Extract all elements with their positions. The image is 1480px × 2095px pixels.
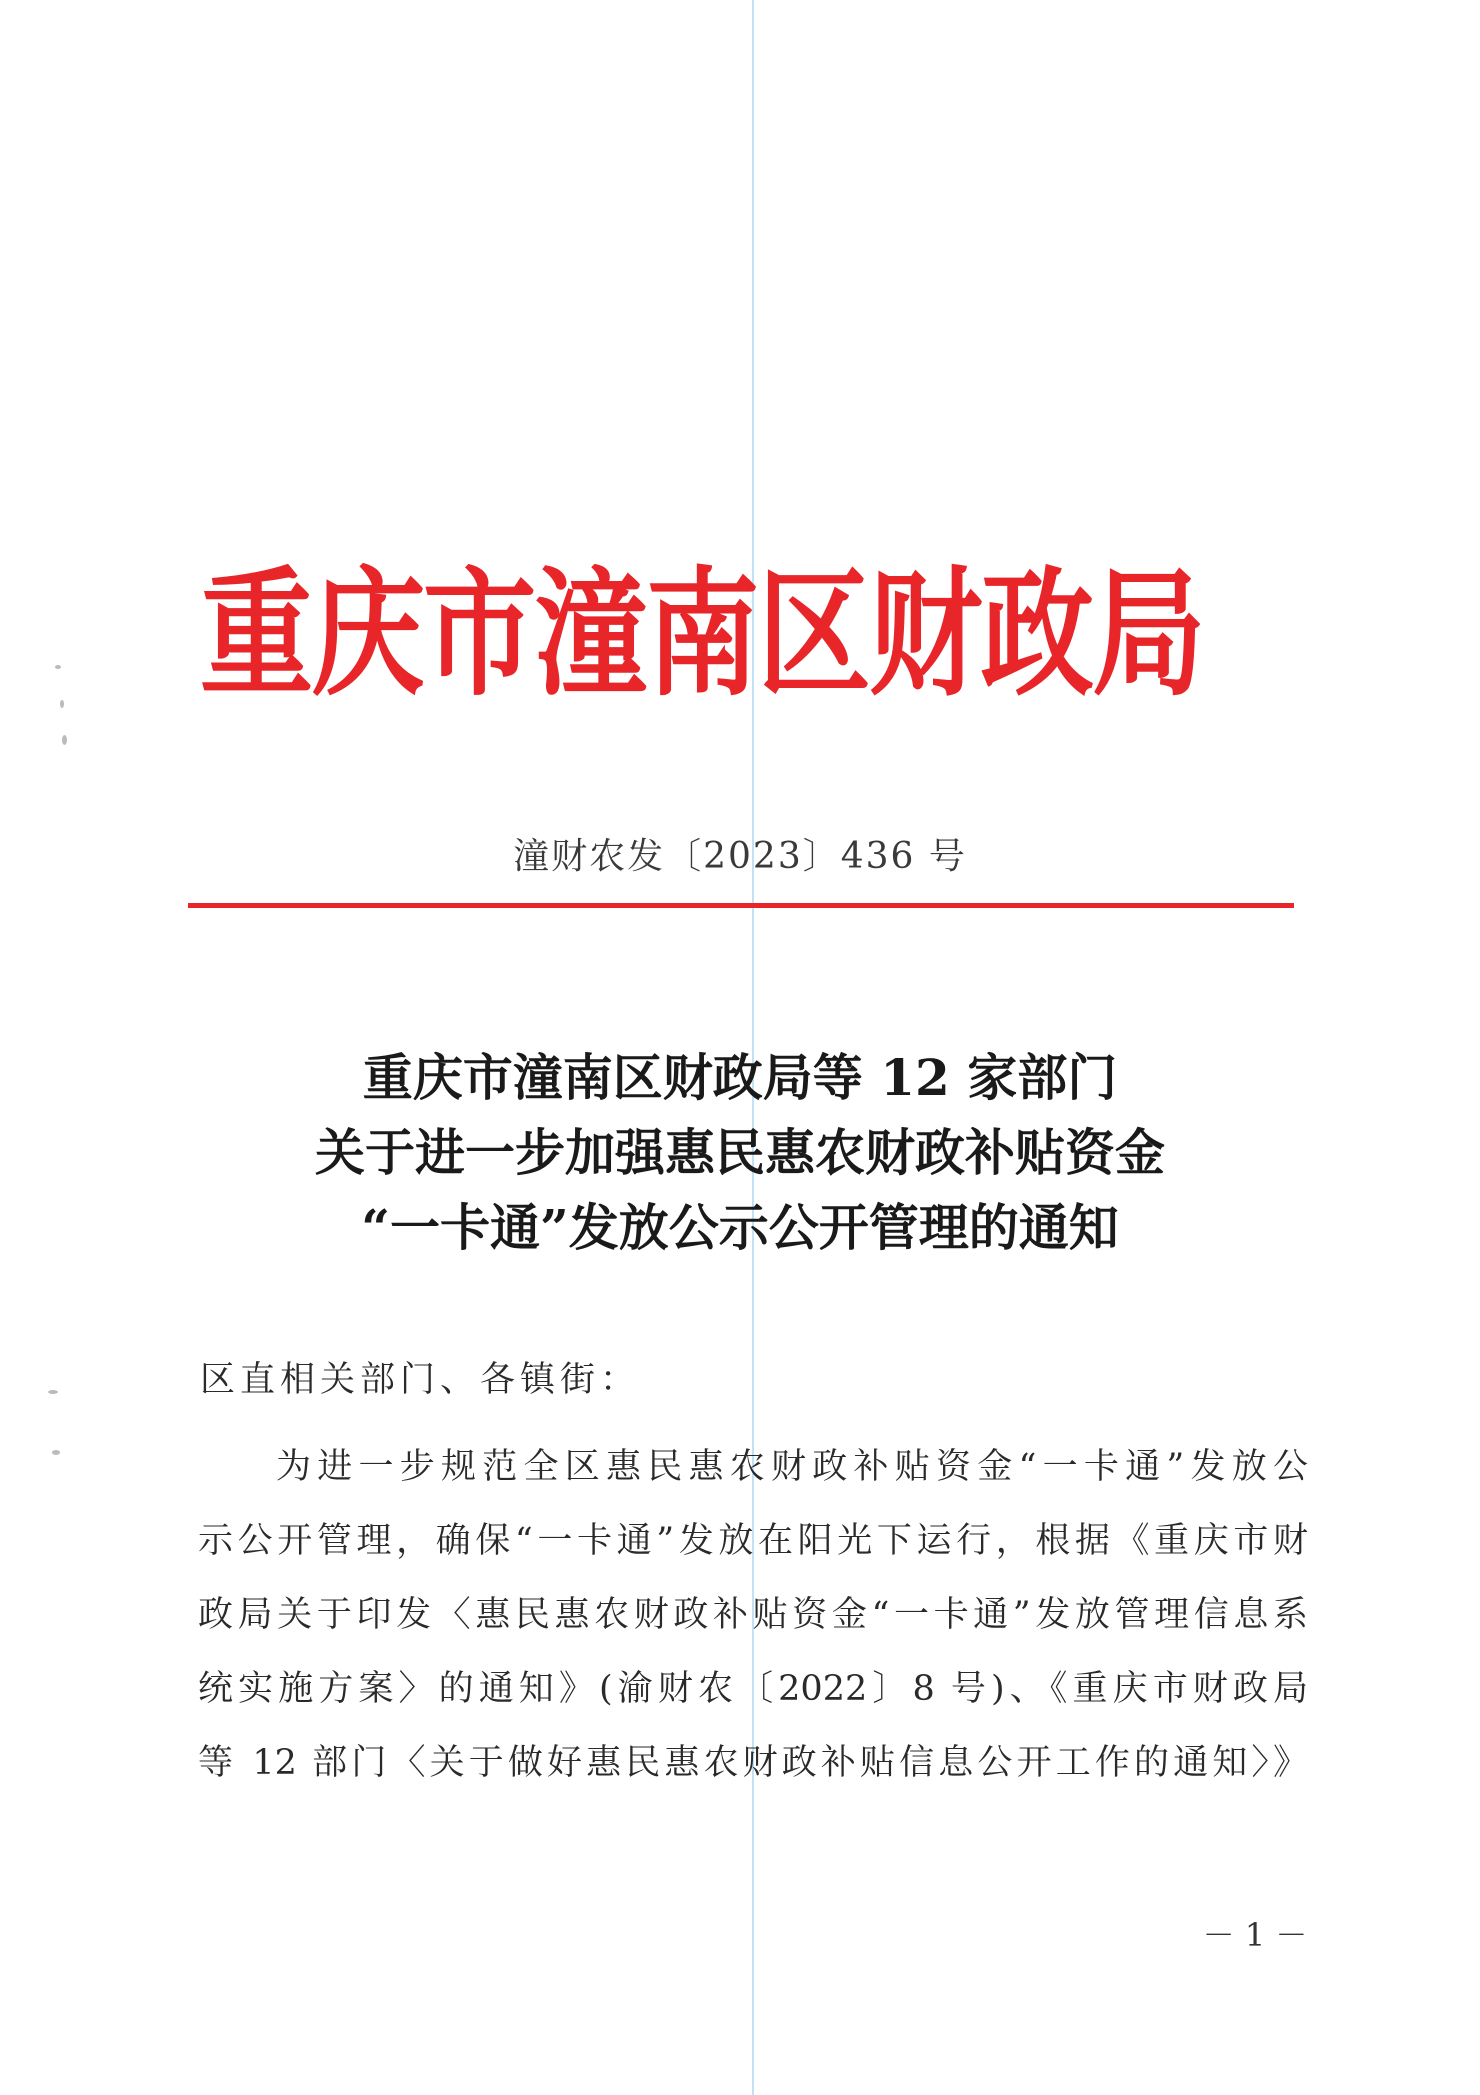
scan-speck	[60, 700, 64, 708]
body-line: 政局关于印发〈惠民惠农财政补贴资金“一卡通”发放管理信息系	[198, 1595, 1308, 1635]
scan-speck	[52, 1450, 60, 1455]
notice-title-line: 重庆市潼南区财政局等 12 家部门	[362, 1048, 1118, 1107]
body-line: 为进一步规范全区惠民惠农财政补贴资金“一卡通”发放公	[276, 1447, 1308, 1487]
body-line: 等 12 部门〈关于做好惠民惠农财政补贴信息公开工作的通知〉》	[198, 1743, 1308, 1783]
page-number: － 1 －	[1202, 1916, 1308, 1954]
scan-speck	[48, 1390, 58, 1394]
body-line: 示公开管理，确保“一卡通”发放在阳光下运行，根据《重庆市财	[198, 1521, 1308, 1561]
body-paragraph	[198, 1430, 1308, 1800]
scan-speck	[62, 735, 67, 745]
red-separator-line	[188, 903, 1294, 908]
issuer-red-header: 重庆市潼南区财政局	[200, 554, 1204, 715]
document-number: 潼财农发〔2023〕436 号	[513, 836, 967, 877]
body-line: 统实施方案〉的通知》(渝财农〔2022〕8 号)、《重庆市财政局	[198, 1669, 1308, 1709]
scan-speck	[55, 665, 61, 669]
notice-title-line: 关于进一步加强惠民惠农财政补贴资金	[315, 1123, 1165, 1182]
salutation: 区直相关部门、各镇街：	[200, 1360, 641, 1400]
notice-title	[0, 1040, 1480, 1265]
notice-title-line: “一卡通”发放公示公开管理的通知	[361, 1198, 1119, 1257]
